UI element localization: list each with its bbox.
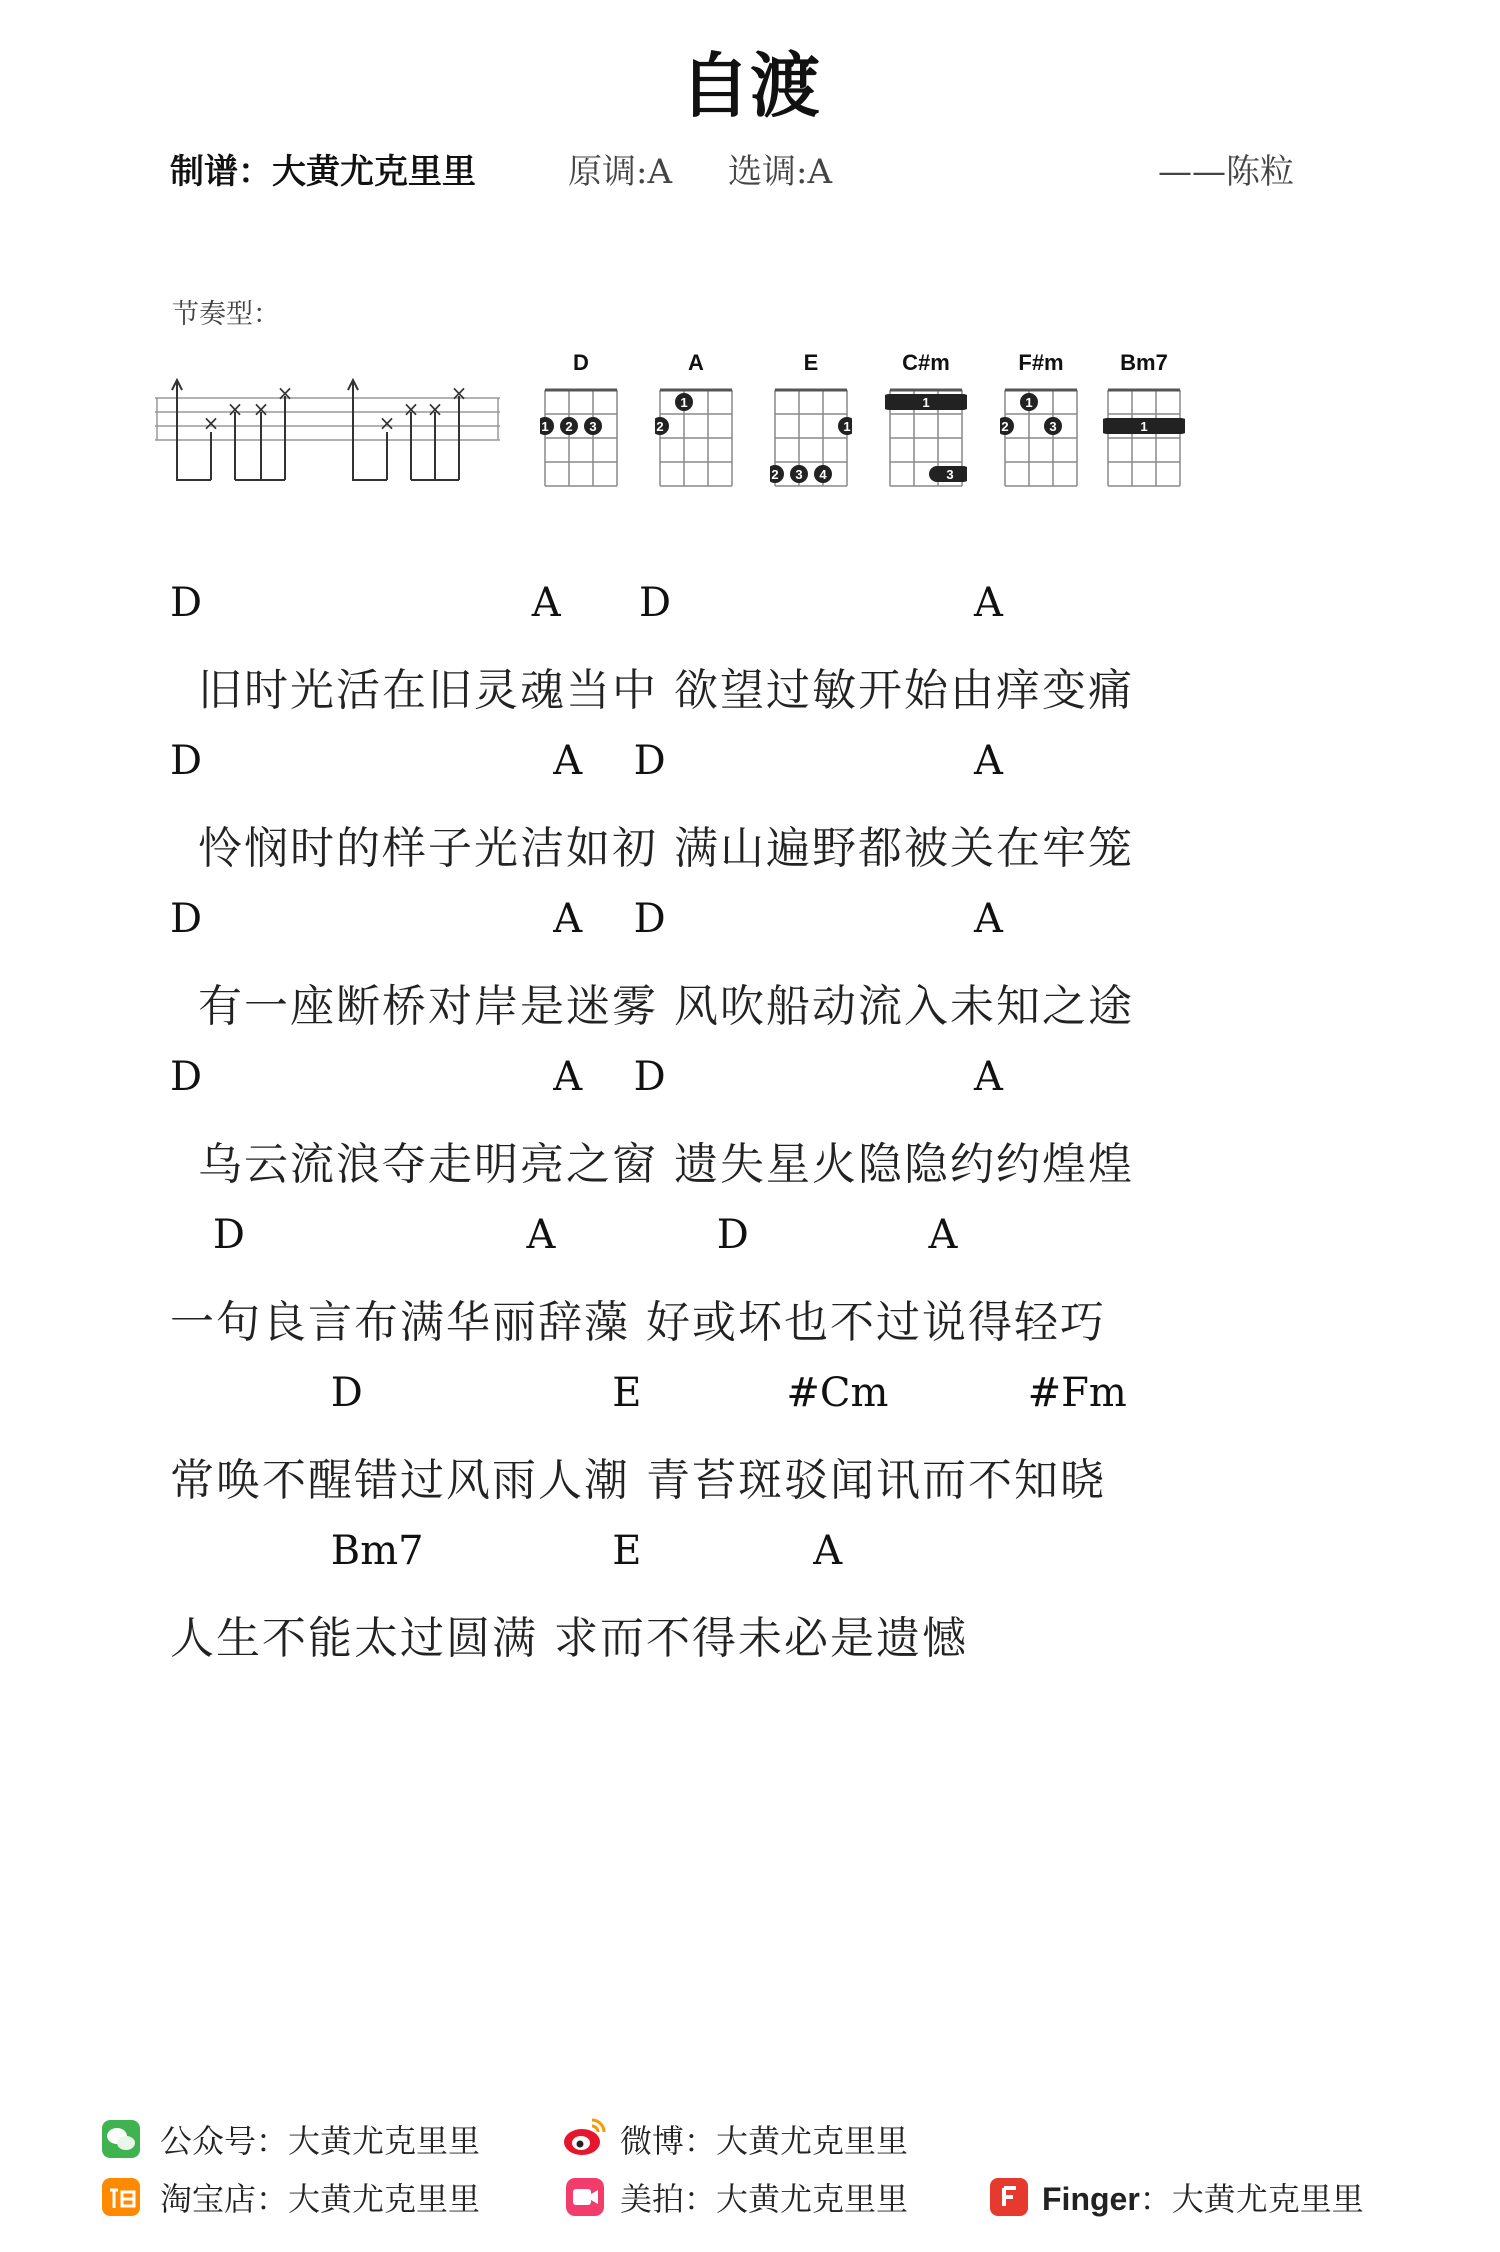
chord-symbol: D — [170, 1054, 203, 1100]
chord-chart-fsharpm — [1000, 350, 1082, 500]
chord-symbol: D — [639, 580, 672, 626]
weibo-icon — [562, 2114, 608, 2158]
chord-symbol: D — [170, 896, 203, 942]
chord-symbol: D — [633, 738, 666, 784]
arranger: 制谱：大黄尤克里里 — [170, 152, 476, 192]
fretboard-grid — [540, 380, 622, 500]
meipai-icon — [566, 2178, 604, 2216]
chord-chart-name: A — [688, 350, 704, 375]
lyric-line: 旧时光活在旧灵魂当中 欲望过敏开始由痒变痛 — [198, 665, 1134, 716]
finger-label: 3 — [589, 419, 597, 434]
chord-symbol: A — [974, 580, 1003, 626]
footer-wechat: 公众号：大黄尤克里里 — [160, 2122, 481, 2160]
lyric-line: 人生不能太过圆满 求而不得未必是遗憾 — [170, 1613, 968, 1664]
barre-label: 1 — [1140, 419, 1148, 434]
finger-label: 1 — [541, 419, 549, 434]
chord-symbol: A — [553, 738, 583, 784]
lyric-line: 怜悯时的样子光洁如初 满山遍野都被关在牢笼 — [198, 823, 1134, 874]
svg-text:×: × — [276, 381, 294, 405]
finger-label: 1 — [843, 419, 851, 434]
finger-label: 1 — [1025, 395, 1033, 410]
chord-symbol: E — [612, 1370, 642, 1416]
fretboard-grid — [885, 380, 967, 500]
chord-chart-name: D — [573, 350, 589, 375]
chord-symbol: A — [553, 1054, 583, 1100]
chord-symbol: A — [526, 1212, 556, 1258]
chord-symbol: D — [330, 1370, 363, 1416]
song-title: 自渡 — [680, 45, 820, 127]
chord-symbol: D — [170, 580, 203, 626]
chord-chart-name: F#m — [1018, 350, 1064, 375]
lyric-line: 乌云流浪夺走明亮之窗 遗失星火隐隐约约煌煌 — [198, 1139, 1134, 1190]
chord-symbol: Bm7 — [330, 1528, 424, 1574]
chord-symbol: A — [974, 1054, 1003, 1100]
rhythm-pattern-diagram — [155, 370, 510, 490]
svg-text:×: × — [378, 411, 396, 435]
footer-taobao: 淘宝店：大黄尤克里里 — [160, 2180, 481, 2218]
original-key: 原调:A — [568, 152, 673, 192]
wechat-icon — [102, 2120, 140, 2158]
chord-symbol: A — [974, 738, 1003, 784]
finger-label: 2 — [656, 419, 664, 434]
chord-chart-name: C#m — [902, 350, 950, 375]
finger-label: 2 — [565, 419, 573, 434]
finger-label: 3 — [795, 467, 803, 482]
finger-label: 1 — [680, 395, 688, 410]
chord-symbol: D — [633, 896, 666, 942]
fretboard-grid — [1000, 380, 1082, 500]
fretboard-grid — [770, 380, 852, 500]
lyric-line: 一句良言布满华丽辞藻 好或坏也不过说得轻巧 — [170, 1297, 1106, 1348]
chord-symbol: A — [531, 580, 561, 626]
lyric-line: 常唤不醒错过风雨人潮 青苔斑驳闻讯而不知晓 — [170, 1455, 1106, 1506]
chord-symbol: E — [612, 1528, 642, 1574]
svg-text:×: × — [226, 397, 244, 421]
fretboard-grid — [1103, 380, 1185, 500]
chord-symbol: A — [928, 1212, 958, 1258]
chord-symbol: D — [633, 1054, 666, 1100]
barre-label: 3 — [946, 467, 954, 482]
fretboard-grid — [655, 380, 737, 500]
chord-chart-e — [770, 350, 852, 500]
chord-chart-name: Bm7 — [1120, 350, 1168, 375]
chord-symbol: D — [212, 1212, 245, 1258]
chord-chart-d — [540, 350, 622, 500]
chord-symbol: D — [716, 1212, 749, 1258]
finger-value: ：大黄尤克里里 — [1139, 2180, 1364, 2218]
chord-symbol: A — [813, 1528, 843, 1574]
chord-symbol: D — [170, 738, 203, 784]
selected-key: 选调:A — [728, 152, 833, 192]
chord-symbol: A — [553, 896, 583, 942]
chord-chart-a — [655, 350, 737, 500]
chord-symbol: A — [974, 896, 1003, 942]
artist: ——陈粒 — [1158, 152, 1294, 192]
chord-chart-name: E — [803, 350, 819, 375]
finger-label: 2 — [1001, 419, 1009, 434]
chord-symbol: #Fm — [1027, 1370, 1127, 1416]
chord-symbol: #Cm — [786, 1370, 889, 1416]
lyric-line: 有一座断桥对岸是迷雾 风吹船动流入未知之途 — [198, 981, 1134, 1032]
svg-text:×: × — [252, 397, 270, 421]
barre-label: 1 — [922, 395, 930, 410]
footer-finger — [1042, 2174, 1364, 2220]
finger-app-icon — [990, 2178, 1028, 2216]
rhythm-label: 节奏型： — [172, 299, 280, 330]
svg-text:×: × — [426, 397, 444, 421]
svg-text:×: × — [402, 397, 420, 421]
svg-text:×: × — [202, 411, 220, 435]
taobao-icon — [102, 2178, 140, 2216]
chord-chart-csharpm — [885, 350, 967, 500]
footer-meipai: 美拍：大黄尤克里里 — [620, 2180, 909, 2218]
finger-label: 4 — [819, 467, 827, 482]
finger-label: Finger — [1042, 2181, 1140, 2217]
footer-weibo: 微博：大黄尤克里里 — [620, 2122, 909, 2160]
finger-label: 2 — [771, 467, 779, 482]
finger-label: 3 — [1049, 419, 1057, 434]
chord-chart-bm7 — [1103, 350, 1185, 500]
svg-text:×: × — [450, 381, 468, 405]
